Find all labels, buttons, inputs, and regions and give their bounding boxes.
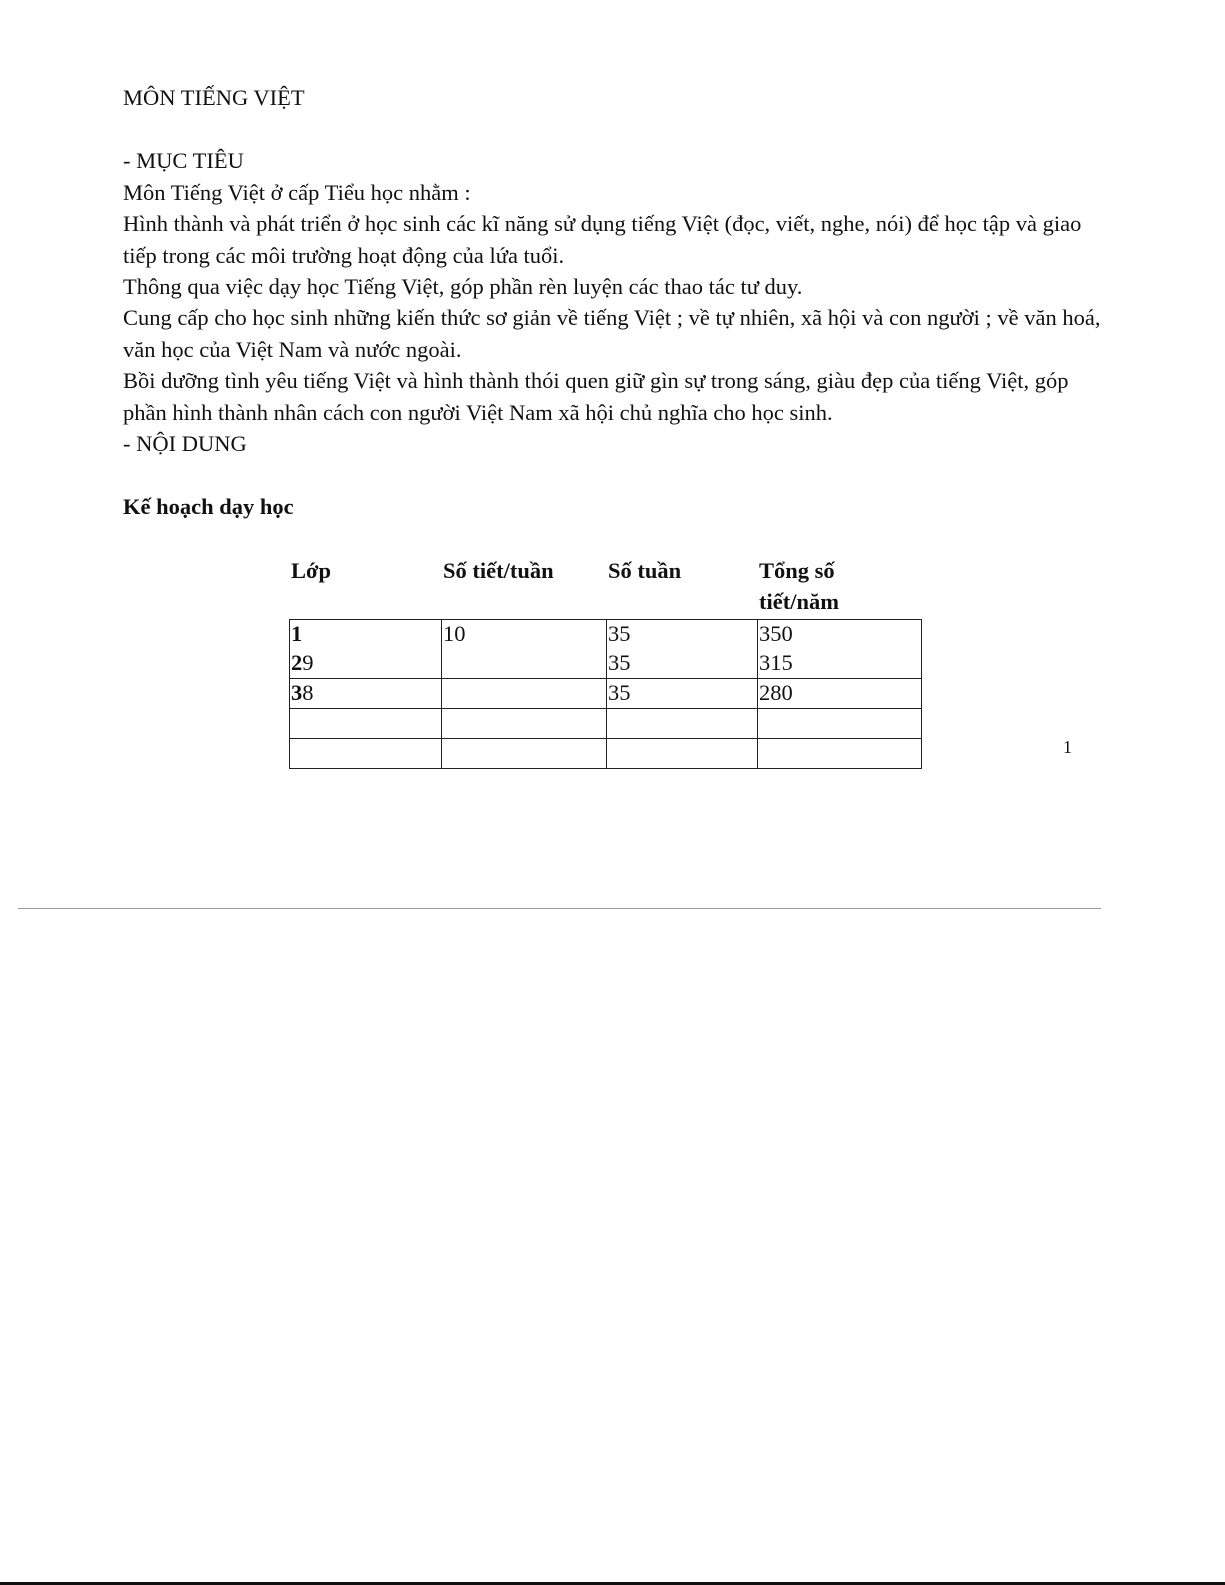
cell-weeks: 35 — [607, 679, 758, 709]
header-weeks: Số tuần — [608, 558, 682, 583]
cell-total — [758, 709, 922, 739]
paragraph-intro: Môn Tiếng Việt ở cấp Tiểu học nhằm : — [123, 179, 471, 205]
paragraph-knowledge: Cung cấp cho học sinh những kiến thức sơ giản về tiếng Việt ; về tự nhiên, xã hội và con người ; về văn hoá, văn học của Việt Nam và nước ngoài. — [123, 305, 1101, 362]
cell-weeks: 35 — [607, 620, 758, 650]
teaching-plan-heading: Kế hoạch dạy học — [123, 494, 294, 519]
cell-grade: 38 — [290, 679, 442, 709]
page-divider — [18, 908, 1101, 909]
header-total-line1: Tổng số — [759, 558, 835, 583]
table-row — [290, 649, 922, 679]
cell-periods — [442, 709, 607, 739]
cell-weeks: 35 — [607, 649, 758, 679]
table-row — [290, 709, 922, 739]
table-row — [290, 739, 922, 769]
paragraph-love-language: Bồi dưỡng tình yêu tiếng Việt và hình thành thói quen giữ gìn sự trong sáng, giàu đẹp của tiếng Việt, góp phần hình thành nhân cách con người Việt Nam xã hội chủ nghĩa cho học sinh. — [123, 368, 1069, 425]
cell-weeks — [607, 739, 758, 769]
content-heading: - NỘI DUNG — [123, 431, 247, 457]
cell-total: 315 — [758, 649, 922, 679]
header-total-line2: tiết/năm — [759, 589, 839, 614]
header-grade: Lớp — [291, 558, 331, 583]
cell-weeks — [607, 709, 758, 739]
cell-grade: 29 — [290, 649, 442, 679]
header-total-periods — [759, 555, 839, 617]
cell-grade: 1 — [290, 620, 442, 650]
document-title: MÔN TIẾNG VIỆT — [123, 85, 305, 110]
page-number: 1 — [1063, 737, 1072, 757]
objectives-heading: - MỤC TIÊU — [123, 148, 244, 174]
paragraph-thinking: Thông qua việc dạy học Tiếng Việt, góp phần rèn luyện các thao tác tư duy. — [123, 274, 803, 300]
teaching-plan-table — [289, 619, 922, 769]
cell-periods: 10 — [442, 620, 607, 650]
cell-periods — [442, 649, 607, 679]
cell-total — [758, 739, 922, 769]
cell-periods — [442, 739, 607, 769]
document-body — [123, 82, 1113, 459]
cell-periods — [442, 679, 607, 709]
header-periods-per-week: Số tiết/tuần — [443, 558, 554, 583]
cell-total: 350 — [758, 620, 922, 650]
cell-total: 280 — [758, 679, 922, 709]
cell-grade — [290, 709, 442, 739]
cell-grade — [290, 739, 442, 769]
table-row — [290, 679, 922, 709]
table-row — [290, 620, 922, 650]
paragraph-skills: Hình thành và phát triển ở học sinh các kĩ năng sử dụng tiếng Việt (đọc, viết, nghe, nói) để học tập và giao tiếp trong các môi trường hoạt động của lứa tuổi. — [123, 211, 1082, 268]
